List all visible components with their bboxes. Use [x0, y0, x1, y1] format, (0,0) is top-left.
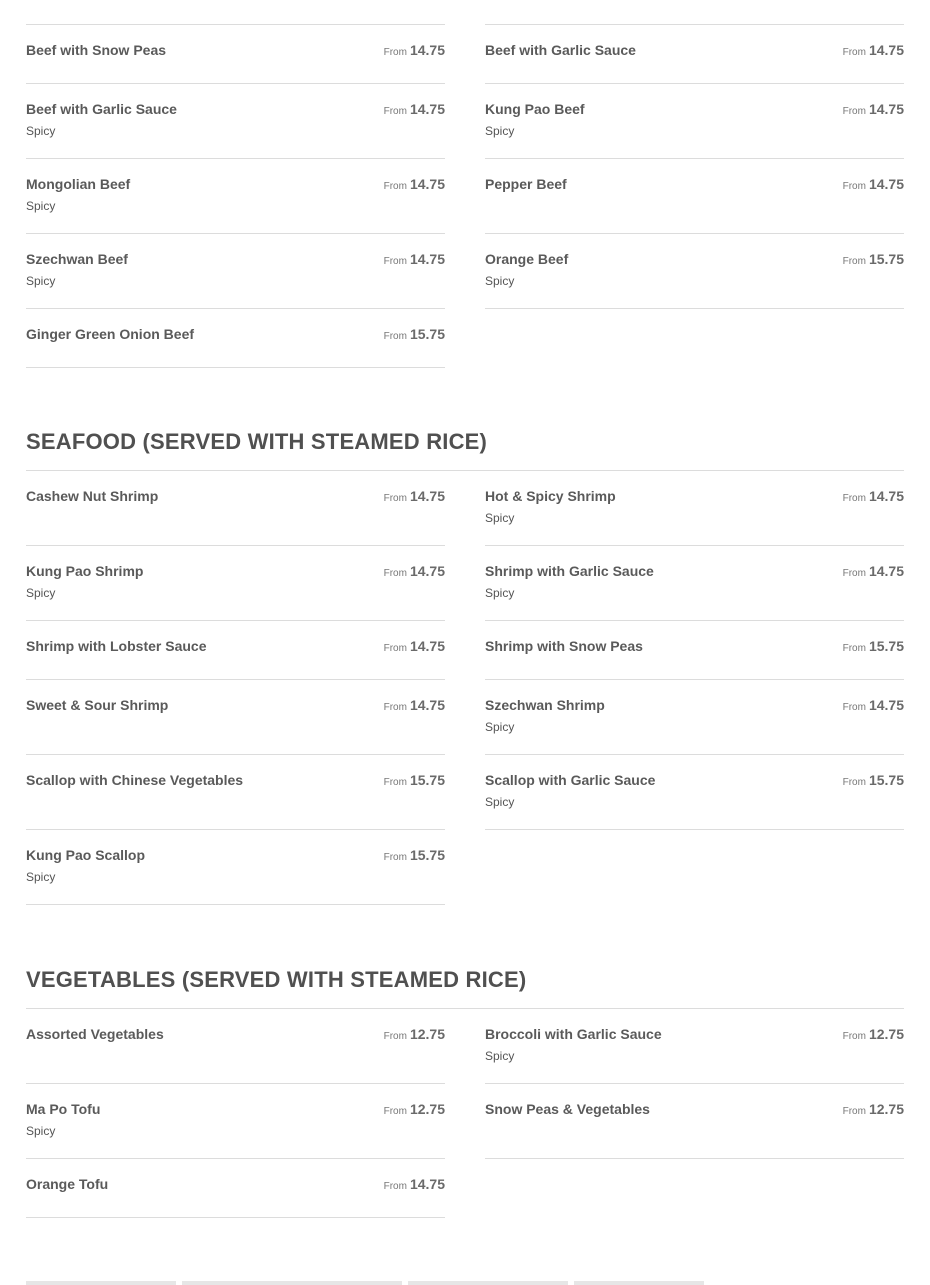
section-title-vegetables: VEGETABLES (SERVED WITH STEAMED RICE)	[26, 967, 527, 992]
price-prefix: From	[842, 47, 866, 58]
menu-item[interactable]	[485, 546, 904, 621]
section-title-seafood: SEAFOOD (SERVED WITH STEAMED RICE)	[26, 429, 488, 454]
item-description: Spicy	[485, 511, 515, 525]
item-price	[384, 772, 445, 791]
item-price	[384, 488, 445, 507]
item-description: Spicy	[485, 586, 515, 600]
menu-item[interactable]	[485, 84, 904, 159]
item-name: Hot & Spicy Shrimp	[485, 488, 616, 504]
price-prefix: From	[842, 1031, 866, 1042]
menu-item[interactable]	[26, 25, 445, 84]
item-price	[843, 42, 904, 61]
menu-item[interactable]	[485, 25, 904, 84]
price-prefix: From	[383, 493, 407, 504]
item-price	[384, 176, 445, 195]
price-amount: 14.75	[409, 1176, 445, 1192]
menu-item[interactable]	[26, 84, 445, 159]
item-price	[843, 697, 904, 716]
item-name: Cashew Nut Shrimp	[26, 488, 159, 504]
price-prefix: From	[383, 1181, 407, 1192]
item-price	[384, 42, 445, 61]
price-prefix: From	[383, 181, 407, 192]
menu-item[interactable]	[485, 159, 904, 234]
next-section-title-cutoff	[26, 1273, 726, 1285]
item-price	[843, 176, 904, 195]
menu-item[interactable]	[26, 621, 445, 680]
menu-item[interactable]	[26, 755, 445, 830]
price-prefix: From	[383, 331, 407, 342]
price-amount: 15.75	[409, 847, 445, 863]
price-prefix: From	[383, 106, 407, 117]
menu-item[interactable]	[485, 471, 904, 546]
item-name: Kung Pao Beef	[485, 101, 585, 117]
item-description: Spicy	[26, 199, 56, 213]
price-amount: 14.75	[409, 176, 445, 192]
menu-item[interactable]	[485, 234, 904, 309]
item-price	[384, 563, 445, 582]
item-price	[843, 638, 904, 657]
price-prefix: From	[842, 493, 866, 504]
item-price	[384, 251, 445, 270]
price-amount: 14.75	[409, 251, 445, 267]
item-description: Spicy	[26, 870, 56, 884]
item-price	[384, 1026, 445, 1045]
price-amount: 14.75	[868, 488, 904, 504]
item-price	[843, 772, 904, 791]
menu-item[interactable]	[485, 1009, 904, 1084]
menu-item[interactable]	[26, 1009, 445, 1084]
item-name: Ginger Green Onion Beef	[26, 326, 195, 342]
item-price	[843, 488, 904, 507]
price-amount: 14.75	[868, 697, 904, 713]
item-price	[843, 1026, 904, 1045]
item-name: Shrimp with Garlic Sauce	[485, 563, 654, 579]
price-amount: 15.75	[409, 772, 445, 788]
price-prefix: From	[383, 777, 407, 788]
menu-item[interactable]	[485, 1084, 904, 1159]
price-prefix: From	[383, 702, 407, 713]
menu-item[interactable]	[26, 1084, 445, 1159]
price-amount: 14.75	[409, 697, 445, 713]
item-price	[384, 697, 445, 716]
price-amount: 14.75	[409, 563, 445, 579]
price-prefix: From	[842, 568, 866, 579]
item-name: Assorted Vegetables	[26, 1026, 164, 1042]
menu-item[interactable]	[26, 546, 445, 621]
menu-item[interactable]	[26, 830, 445, 905]
price-amount: 12.75	[868, 1026, 904, 1042]
item-name: Orange Beef	[485, 251, 569, 267]
item-price	[843, 563, 904, 582]
price-prefix: From	[383, 256, 407, 267]
price-amount: 15.75	[868, 772, 904, 788]
menu-item[interactable]	[485, 680, 904, 755]
price-prefix: From	[383, 1031, 407, 1042]
item-name: Beef with Garlic Sauce	[26, 101, 177, 117]
item-price	[384, 326, 445, 345]
item-price	[843, 251, 904, 270]
price-amount: 14.75	[868, 563, 904, 579]
item-name: Snow Peas & Vegetables	[485, 1101, 650, 1117]
price-amount: 12.75	[409, 1101, 445, 1117]
item-name: Kung Pao Scallop	[26, 847, 146, 863]
price-prefix: From	[383, 852, 407, 863]
item-name: Beef with Garlic Sauce	[485, 42, 636, 58]
price-prefix: From	[383, 47, 407, 58]
price-amount: 14.75	[409, 101, 445, 117]
item-description: Spicy	[485, 274, 515, 288]
menu-item[interactable]	[26, 309, 445, 368]
text-fragment	[574, 1281, 704, 1285]
item-name: Szechwan Beef	[26, 251, 128, 267]
price-prefix: From	[383, 568, 407, 579]
item-name: Scallop with Chinese Vegetables	[26, 772, 244, 788]
item-name: Sweet & Sour Shrimp	[26, 697, 169, 713]
item-description: Spicy	[485, 1049, 515, 1063]
price-amount: 14.75	[868, 176, 904, 192]
price-prefix: From	[383, 1106, 407, 1117]
price-prefix: From	[842, 643, 866, 654]
item-description: Spicy	[485, 795, 515, 809]
price-amount: 15.75	[868, 251, 904, 267]
item-description: Spicy	[26, 1124, 56, 1138]
item-price	[384, 1176, 445, 1195]
menu-item[interactable]	[26, 234, 445, 309]
price-amount: 12.75	[868, 1101, 904, 1117]
item-name: Szechwan Shrimp	[485, 697, 605, 713]
price-prefix: From	[842, 777, 866, 788]
text-fragment	[408, 1281, 568, 1285]
item-name: Kung Pao Shrimp	[26, 563, 144, 579]
price-amount: 14.75	[868, 42, 904, 58]
price-prefix: From	[842, 181, 866, 192]
item-description: Spicy	[485, 124, 515, 138]
item-description: Spicy	[26, 586, 56, 600]
menu-item[interactable]	[485, 621, 904, 680]
menu-item[interactable]	[26, 159, 445, 234]
menu-item[interactable]	[26, 471, 445, 546]
price-prefix: From	[842, 702, 866, 713]
price-amount: 15.75	[868, 638, 904, 654]
price-amount: 14.75	[409, 638, 445, 654]
menu-item[interactable]	[485, 755, 904, 830]
item-price	[384, 101, 445, 120]
price-amount: 15.75	[409, 326, 445, 342]
item-name: Shrimp with Lobster Sauce	[26, 638, 207, 654]
item-price	[384, 1101, 445, 1120]
text-fragment	[182, 1281, 402, 1285]
menu-item[interactable]	[26, 680, 445, 755]
price-prefix: From	[842, 256, 866, 267]
price-amount: 14.75	[409, 42, 445, 58]
price-prefix: From	[842, 1106, 866, 1117]
price-prefix: From	[842, 106, 866, 117]
item-name: Shrimp with Snow Peas	[485, 638, 643, 654]
item-name: Beef with Snow Peas	[26, 42, 167, 58]
price-amount: 14.75	[868, 101, 904, 117]
item-name: Pepper Beef	[485, 176, 567, 192]
menu-item[interactable]	[26, 1159, 445, 1218]
item-name: Ma Po Tofu	[26, 1101, 101, 1117]
item-price	[843, 1101, 904, 1120]
price-prefix: From	[383, 643, 407, 654]
item-description: Spicy	[26, 274, 56, 288]
item-price	[384, 638, 445, 657]
price-amount: 14.75	[409, 488, 445, 504]
item-description: Spicy	[485, 720, 515, 734]
item-price	[843, 101, 904, 120]
item-price	[384, 847, 445, 866]
text-fragment	[26, 1281, 176, 1285]
item-name: Orange Tofu	[26, 1176, 109, 1192]
price-amount: 12.75	[409, 1026, 445, 1042]
item-name: Mongolian Beef	[26, 176, 131, 192]
item-name: Scallop with Garlic Sauce	[485, 772, 656, 788]
item-description: Spicy	[26, 124, 56, 138]
item-name: Broccoli with Garlic Sauce	[485, 1026, 662, 1042]
